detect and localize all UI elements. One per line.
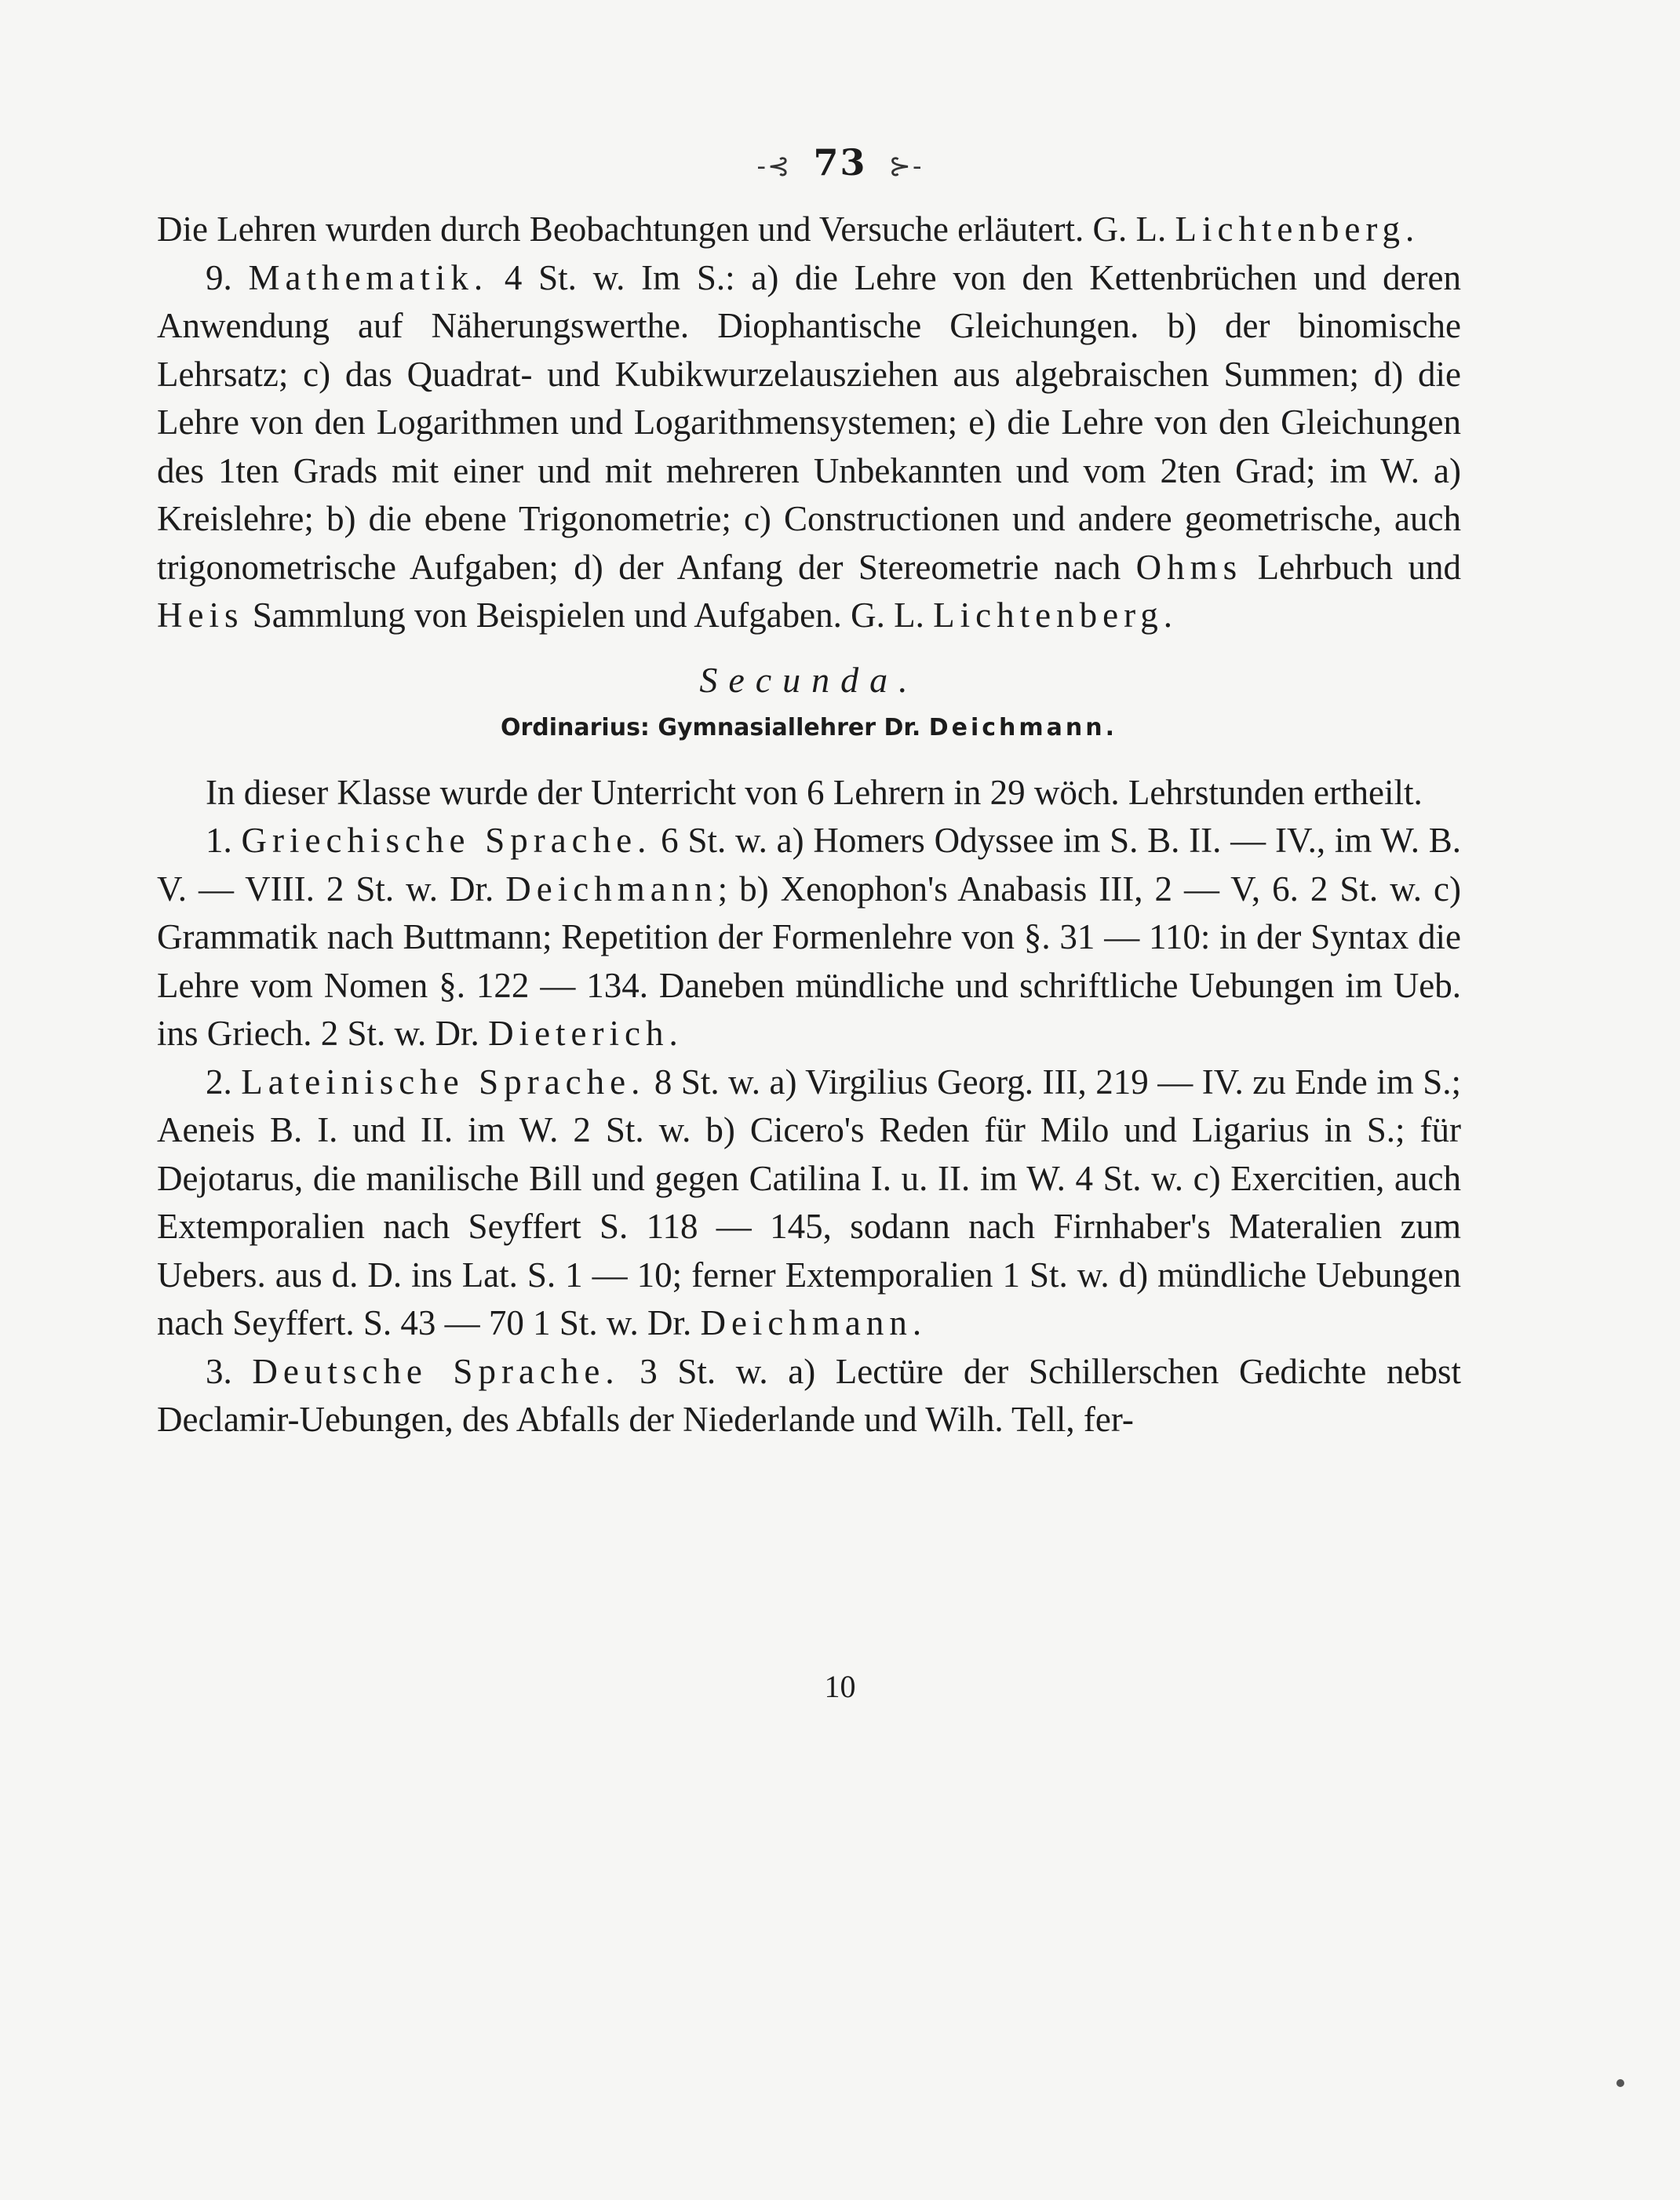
signature-mark: 10 <box>824 1669 856 1704</box>
paragraph-physics-end: Die Lehren wurden durch Beobachtungen und Versuche erläutert. G. L. Lichtenberg. <box>157 209 1420 249</box>
subject-deutsch: 3. Deutsche Sprache. 3 St. w. a) Lectüre der Schillerschen Gedichte nebst Declamir-Uebungen, des Abfalls der Niederlande und Wilh. Tell, fer- <box>157 1351 1461 1439</box>
teacher-name: Dieterich. <box>488 1014 683 1053</box>
teacher-name: Lichtenberg. <box>933 596 1178 635</box>
subject-heading: Deutsche Sprache. <box>252 1351 620 1391</box>
page-header <box>0 141 1680 184</box>
subject-latein: 2. Lateinische Sprache. 8 St. w. a) Virgilius Georg. III, 219 — IV. zu Ende im S.; Aeneis B. I. und II. im W. 2 St. w. b) Cicero's Reden für Milo und Ligarius in S.; für Dejotarus, die manilische Bill und gegen Catilina I. u. II. im W. 4 St. w. c) Exercitien, auch Extemporalien nach Seyffert S. 118 — 145, sodann nach Firnhaber's Materalien zum Uebers. aus d. D. ins Lat. S. 1 — 10; ferner Extemporalien 1 St. w. d) mündliche Uebungen nach Seyffert. S. 43 — 70 1 St. w. Dr. Deichmann. <box>157 1062 1461 1342</box>
subject-heading: Griechische Sprache. <box>241 821 652 860</box>
subject-heading: Mathematik. <box>248 257 489 297</box>
teacher-name: Deichmann. <box>928 713 1118 741</box>
page-number: 73 <box>813 141 867 184</box>
teacher-name: Lichtenberg. <box>1175 209 1420 249</box>
author-name: Ohms <box>1135 547 1243 587</box>
secunda-intro: In dieser Klasse wurde der Unterricht von 6 Lehrern in 29 wöch. Lehrstunden ertheilt. <box>206 772 1423 812</box>
ornament-right: ⊱- <box>888 151 924 182</box>
body-text <box>157 206 1461 1444</box>
teacher-name: Deichmann <box>505 869 718 909</box>
ink-speck <box>1616 2079 1624 2087</box>
author-name: Heis <box>157 596 244 635</box>
ornament-left: -⊰ <box>756 151 792 182</box>
subject-heading: Lateinische Sprache. <box>241 1062 646 1102</box>
ordinarius-line: Ordinarius: Gymnasiallehrer Dr. Deichmann. <box>500 713 1118 741</box>
section-title: Secunda. <box>699 659 919 700</box>
subject-griechisch: 1. Griechische Sprache. 6 St. w. a) Homers Odyssee im S. B. II. — IV., im W. B. V. — VIII. 2 St. w. Dr. Deichmann; b) Xenophon's Anabasis III, 2 — V, 6. 2 St. w. c) Grammatik nach Buttmann; Repetition der Formenlehre von §. 31 — 110: in der Syntax die Lehre vom Nomen §. 122 — 134. Daneben mündliche und schriftliche Uebungen im Ueb. ins Griech. 2 St. w. Dr. Dieterich. <box>157 821 1462 1053</box>
paragraph-mathematik: 9. Mathematik. 4 St. w. Im S.: a) die Lehre von den Kettenbrüchen und deren Anwendung auf Näherungswerthe. Diophantische Gleichungen. b) der binomische Lehrsatz; c) das Quadrat- und Kubikwurzelausziehen aus algebraischen Summen; d) die Lehre von den Logarithmen und Logarithmensystemen; e) die Lehre von den Gleichungen des 1ten Grads mit einer und mit mehreren Unbekannten und vom 2ten Grad; im W. a) Kreislehre; b) die ebene Trigonometrie; c) Constructionen und andere geometrische, auch trigonometrische Aufgaben; d) der Anfang der Stereometrie nach Ohms Lehrbuch und Heis Sammlung von Beispielen und Aufgaben. G. L. Lichtenberg. <box>157 257 1462 635</box>
teacher-name: Deichmann. <box>700 1303 927 1342</box>
